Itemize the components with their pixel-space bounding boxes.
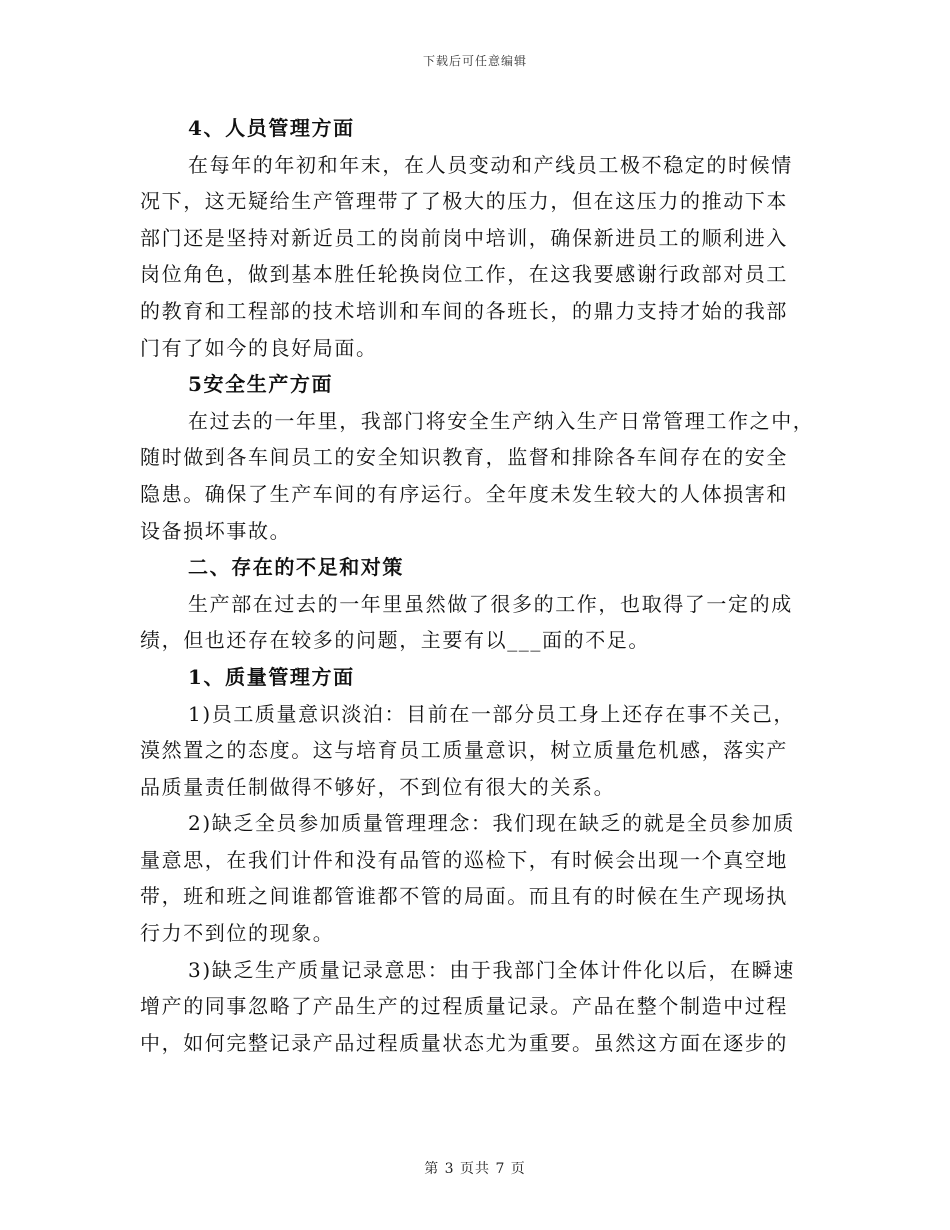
paragraph-line: 品质量责任制做得不够好，不到位有很大的关系。 (140, 774, 616, 799)
paragraph-line: 在每年的年初和年末，在人员变动和产线员工极不稳定的时候情 (188, 152, 793, 177)
paragraph-line: 中，如何完整记录产品过程质量状态尤为重要。虽然这方面在逐步的 (140, 1030, 788, 1055)
paragraph-line: 的教育和工程部的技术培训和车间的各班长，的鼎力支持才始的我部 (140, 298, 788, 323)
paragraph-line: 隐患。确保了生产车间的有序运行。全年度未发生较大的人体损害和 (140, 481, 788, 506)
paragraph-line: 生产部在过去的一年里虽然做了很多的工作，也取得了一定的成 (188, 591, 793, 616)
document-body (140, 110, 815, 1061)
section-heading: 4、人员管理方面 (188, 116, 355, 140)
paragraph-line: 在过去的一年里，我部门将安全生产纳入生产日常管理工作之中， (188, 408, 815, 433)
paragraph-line: 况下，这无疑给生产管理带了了极大的压力，但在这压力的推动下本 (140, 189, 788, 214)
paragraph-line: 2)缺乏全员参加质量管理理念：我们现在缺乏的就是全员参加质 (188, 811, 795, 836)
page-number: 第 3 页共 7 页 (424, 1161, 526, 1177)
paragraph-line: 门有了如今的良好局面。 (140, 335, 378, 360)
section-heading: 二、存在的不足和对策 (188, 555, 404, 580)
paragraph-line: 随时做到各车间员工的安全知识教育，监督和排除各车间存在的安全 (140, 445, 788, 470)
paragraph-line: 量意思，在我们计件和没有品管的巡检下，有时候会出现一个真空地 (140, 847, 788, 872)
paragraph-line: 行力不到位的现象。 (140, 921, 335, 946)
paragraph-line: 绩，但也还存在较多的问题，主要有以___面的不足。 (140, 628, 650, 653)
paragraph-line: 漠然置之的态度。这与培育员工质量意识，树立质量危机感，落实产 (140, 738, 788, 763)
paragraph-line: 设备损坏事故。 (140, 518, 292, 543)
paragraph-line: 增产的同事忽略了产品生产的过程质量记录。产品在整个制造中过程 (140, 994, 788, 1019)
page-header: 下载后可任意编辑 (422, 54, 527, 68)
paragraph-line: 3)缺乏生产质量记录意思：由于我部门全体计件化以后，在瞬速 (188, 957, 795, 982)
paragraph-line: 带，班和班之间谁都管谁都不管的局面。而且有的时候在生产现场执 (140, 884, 788, 909)
section-heading: 5安全生产方面 (188, 372, 334, 397)
paragraph-line: 1)员工质量意识淡泊：目前在一部分员工身上还存在事不关己， (188, 701, 795, 726)
paragraph-line: 部门还是坚持对新近员工的岗前岗中培训，确保新进员工的顺利进入 (140, 225, 788, 250)
paragraph-line: 岗位角色，做到基本胜任轮换岗位工作，在这我要感谢行政部对员工 (140, 262, 788, 287)
section-heading: 1、质量管理方面 (188, 664, 355, 689)
